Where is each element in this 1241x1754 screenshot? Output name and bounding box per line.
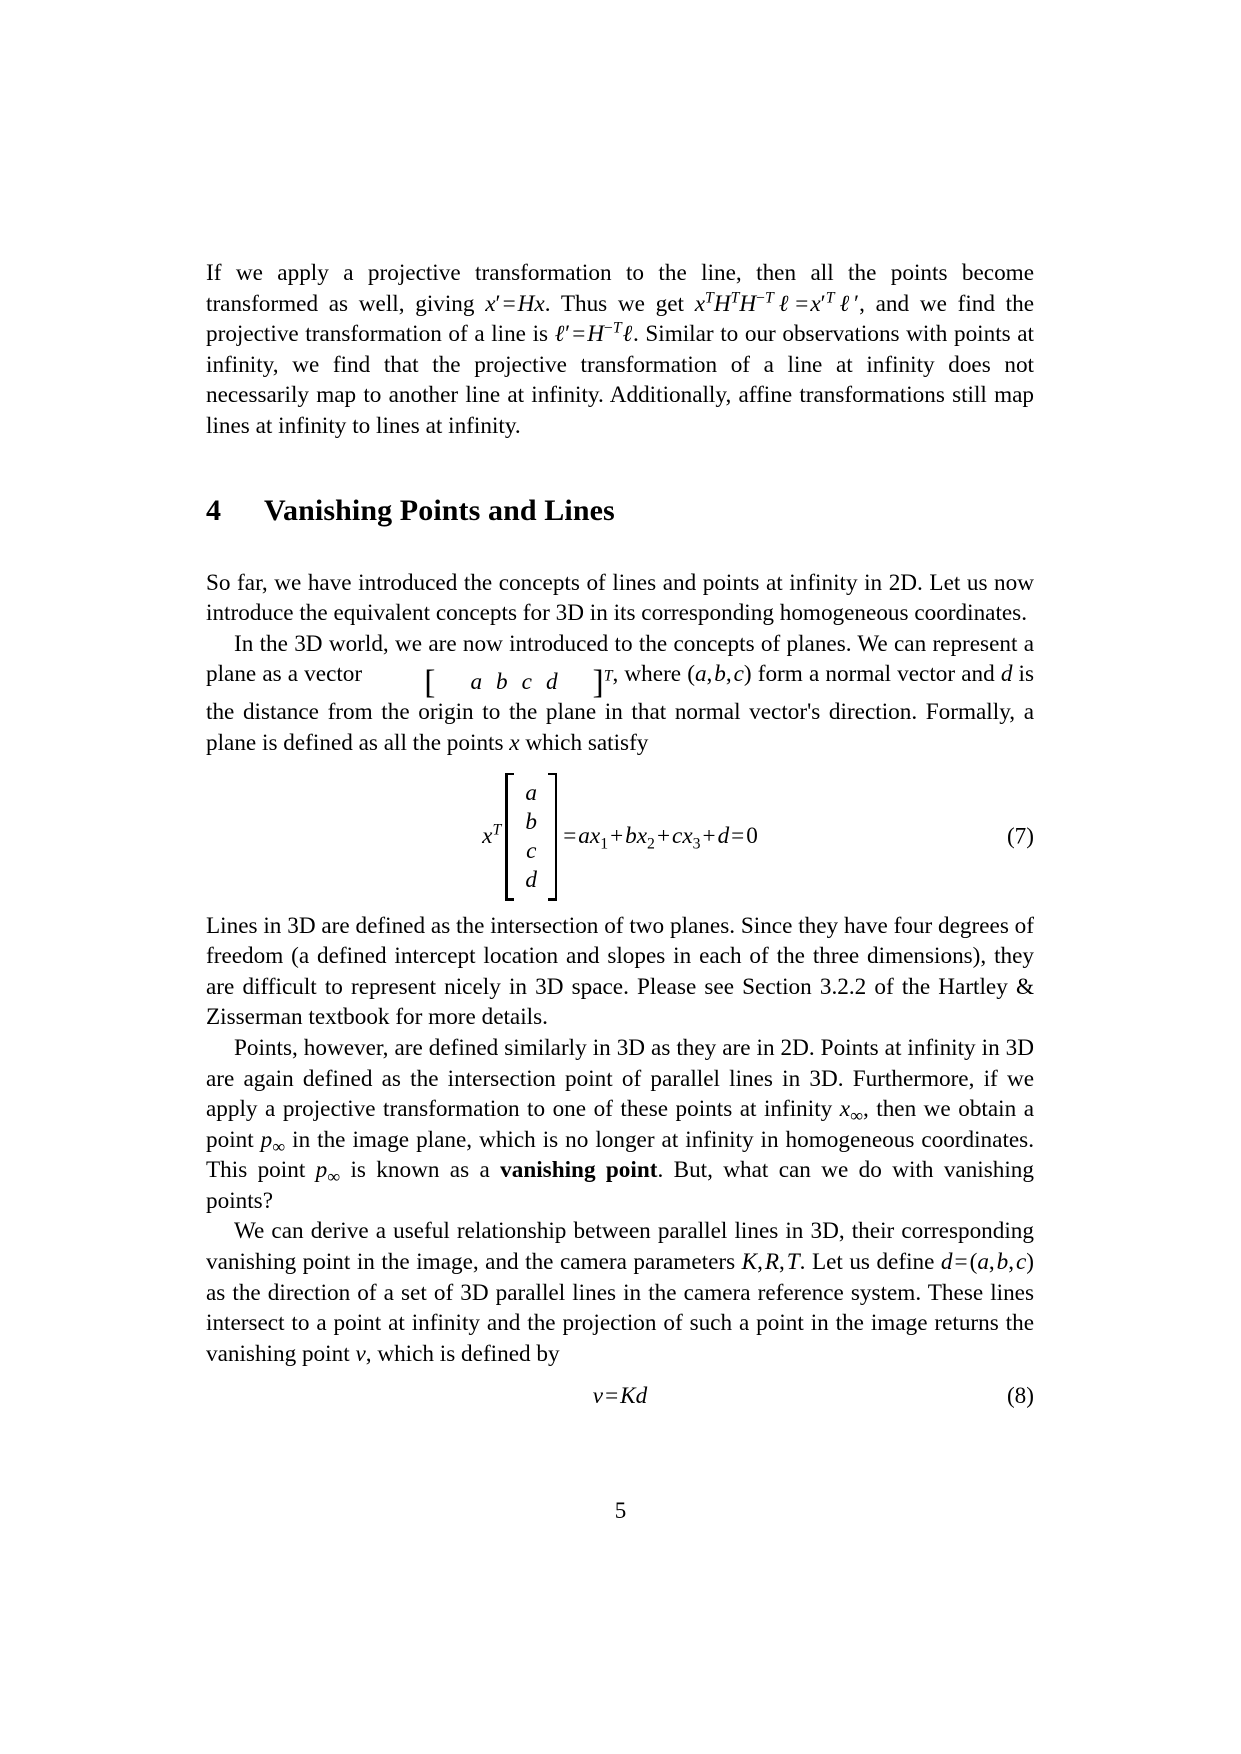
equation-8-number: (8) [1006,1383,1034,1410]
p3-text-c: form a normal vector and [751,661,1001,688]
paragraph-so-far-intro: So far, we have introduced the concepts of lines and points at infinity in 2D. Let us now introduce the equivalent concepts for 3D in its corresponding homogeneous coordinates. [206,569,1034,627]
eq7-lead: $x^T$ [482,821,502,850]
math-x-symbol: x [509,729,520,756]
p1-text-a: If we apply a projective transformation to the line, then all the points become transformed as well, giving [206,260,1034,317]
p6-text-c: as the direction of a set of 3D parallel lines in the camera reference system. These lines intersect to a point at infinity and the projection of such a point in the image returns the vanishing point [206,1279,1034,1367]
rowvec-d: d [545,668,558,695]
eq7-column-vector [505,773,557,901]
math-p-infinity-2: $p_\infty$ [315,1157,341,1187]
p6-text-a: We can derive a useful relationship between parallel lines in 3D, their corresponding vanishing point in the image, and the camera parameters [206,1218,1034,1276]
equation-8-expression [593,1383,647,1409]
math-line-transform: $\ell'=H^{-T}\ell$ [554,319,633,348]
paragraph-points-at-infinity-3d [206,1033,1034,1217]
eq7-rhs: $=ax_1+bx_2+cx_3+d=0$ [563,823,758,853]
math-v-symbol: v [355,1340,366,1367]
p5-text-b: , then we obtain a point [206,1096,1034,1153]
bracket-left: [ [424,663,436,701]
colvec-bracket-left [505,773,514,901]
equation-7-block [206,773,1034,901]
colvec-entry-c: c [526,837,537,864]
p6-text-d: , which is defined by [365,1340,560,1367]
p3-text-d: is the distance from the origin to the plane in that normal vector's direction. Formally, a plane is defined as all the points [206,661,1034,756]
p1-text-b: . Thus we get [544,290,695,317]
p3-text-b: , where [612,661,688,688]
eq8-op: = [605,1383,619,1410]
equation-7-body [206,773,1034,901]
p5-text-e: . But, what can we do with vanishing points? [206,1157,1034,1214]
math-d-symbol: d [1000,661,1013,688]
colvec-entry-b: b [525,808,538,835]
math-abc-tuple: (a, b, c) [687,661,752,688]
rowvec-a: a [470,668,483,695]
section-heading-wrapper [206,494,1034,528]
colvec-entry-d: d [525,866,538,893]
math-x-prime-eq-hx: x′=Hx [485,290,545,317]
equation-8-body [206,1383,1034,1410]
eq8-rhs-d: d [635,1383,648,1410]
math-x-infinity: $x_\infty$ [839,1096,863,1126]
paragraph-projective-line-transform [206,258,1034,442]
math-p-infinity-1: $p_\infty$ [260,1126,286,1157]
rowvec-c: c [521,668,532,695]
bracket-right: ] [592,663,604,701]
p1-text-d: . Similar to our observations with points at infinity, we find that the projective transformation of a line at infinity does not necessarily map to another line at infinity. Additionally, affine transformations still map lines at infinity to lines at infinity. [206,321,1034,439]
math-plane-row-vector [368,663,613,701]
equation-7-number: (7) [1006,823,1034,850]
equation-8-block [206,1383,1034,1413]
page-content [206,258,1034,1423]
colvec-bracket-right [548,773,557,901]
colvec-entry-a: a [525,779,538,806]
rowvec-b: b [496,668,508,695]
row-vector-cells [435,667,564,698]
p3-text-a: In the 3D world, we are now introduced to the concepts of planes. We can represent a plane as a vector [206,630,1034,688]
paragraph-vanishing-point-relationship [206,1216,1034,1369]
paragraph-planes-intro [206,629,1034,759]
page-number-footer: 5 [614,1498,627,1523]
section-title: Vanishing Points and Lines [264,493,615,527]
term-vanishing-point: vanishing point [500,1157,658,1184]
math-camera-params: K, R, T [741,1249,800,1276]
eq8-lhs: v [592,1383,604,1410]
math-d-definition: d=(a, b, c) [940,1249,1034,1276]
transpose-exponent: T [603,667,613,685]
paragraph-lines-in-3d: Lines in 3D are defined as the intersection of two planes. Since they have four degrees of freedom (a defined intercept location and slopes in each of the three dimensions), they are difficult to represent nicely in 3D space. Please see Section 3.2.2 of the Hartley & Zisserman textbook for more details. [206,912,1034,1031]
p5-text-d: is known as a [340,1157,501,1184]
section-number: 4 [206,493,222,527]
section-heading [206,494,1034,528]
p6-text-b: . Let us define [799,1249,941,1276]
p1-text-c: , and we find the projective transformation of a line is [206,290,1034,348]
p5-text-a: Points, however, are defined similarly in 3D as they are in 2D. Points at infinity in 3D are again defined as the intersection point of parallel lines in 3D. Furthermore, if we apply a projective transformation to one of these points at infinity [206,1034,1034,1123]
p5-text-c: in the image plane, which is no longer at infinity in homogeneous coordinates. This point [206,1126,1034,1184]
colvec-entries [514,773,548,901]
math-transpose-identity: $x^TH^TH^{-T}\ell=x'^T\ell'$ [694,288,860,317]
equation-7-expression [482,773,758,901]
eq8-rhs-k: K [620,1383,636,1410]
p3-text-e: which satisfy [519,729,649,756]
